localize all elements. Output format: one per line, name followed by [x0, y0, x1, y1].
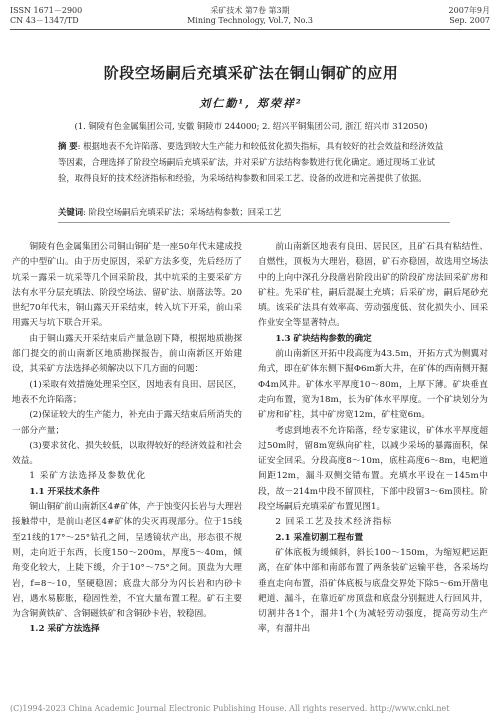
list-item: (1)采取有效措施处理采空区，因地表有良田、居民区，地表不允许陷落；	[12, 379, 242, 405]
keywords-text: : 阶段空场嗣后充填采矿法；采场结构参数；回采工艺	[83, 207, 282, 217]
cnki-footer: (C)1994-2023 China Academic Journal Electronic Publishing House. All rights reserved. http://www.cnki.net	[10, 704, 450, 713]
issn: ISSN 1671－2900	[10, 6, 83, 15]
issue-date-cn: 2007年9月	[448, 6, 490, 15]
keywords-label: 关键词	[58, 207, 84, 217]
abstract-text: : 根据地表不允许陷落、要选到较大生产能力和较低贫化损失指标，具有较好的社会效益和经济效益等因素，合理选择了阶段空场嗣后充填采矿法，并对采矿方法结构参数进行优化确定。通过现场工业试验，取得良好的技术经济指标和经验，为采场结构参数和回采工艺、设备的改进和完善提供了依据。	[58, 141, 444, 183]
keywords	[58, 206, 450, 218]
subsection-heading: 1.2 采矿方法选择	[29, 624, 100, 635]
issue-date-en: Sep. 2007	[449, 16, 490, 25]
paragraph: 铜陵有色金属集团公司铜山铜矿是一座50年代末建成投产的中型矿山。由于历史原因，采矿方法多变，先后经历了坑采－露采－坑采等几个回采阶段，其中坑采的主要采矿方法有水平分层充填法、阶段空场法、留矿法、崩落法等。20世纪70年代末，铜山露天开采结束，转入坑下开采，前山采用露天与坑下联合开采。	[12, 242, 242, 329]
paragraph: 矿体底板为缓倾斜，斜长100～150m，为缩短耙运距离，在矿体中部和南部布置了两条装矿运输平巷，各采场均垂直走向布置，沿矿体底板与底盘交界处下除5～6m开凿电耙道、漏斗，在靠近矿房顶盘和底盘分别掘进人行回风井，切割井各1个，溜井1个(为减轻劳动强度，提高劳动生产率，有溜井出	[258, 547, 488, 635]
journal-name-cn: 采矿技术 第7卷 第3期	[210, 6, 290, 15]
subsection-heading: 1.3 矿块结构参数的确定	[275, 333, 372, 344]
list-item: (2)保证较大的生产能力，补充由于露天结束后所消失的一部分产量；	[12, 410, 242, 436]
journal-name-block	[170, 6, 330, 26]
paragraph: 由于铜山露天开采结束后产量急剧下降，根据地质勘探部门提交的前山南新区地质勘探报告，前山南新区开始建设，其采矿方法选择必须解决以下几方面的问题：	[12, 333, 242, 375]
paragraph: 前山南新区地表有良田、居民区，且矿石具有粘结性、自燃性，顶板为大理岩，稳固，矿石亦稳固，故选用空场法中的上向中深孔分段凿岩阶段出矿的阶段矿房法回采矿房和矿柱。先采矿柱，嗣后混凝土充填；后采矿房，嗣后尾砂充填。该采矿法具有效率高、劳动强度低、贫化损失小、回采作业安全等显著特点。	[258, 242, 488, 329]
paper-title: 阶段空场嗣后充填采矿法在铜山铜矿的应用	[103, 64, 399, 82]
journal-name-en: Mining Technology, Vol.7, No.3	[187, 16, 313, 25]
author-affiliation: (1. 铜陵有色金属集团公司, 安徽 铜陵市 244000; 2. 绍兴平铜集团公司, 浙江 绍兴市 312050)	[74, 121, 428, 131]
header-rule	[10, 29, 490, 30]
abstract-rule	[58, 222, 450, 223]
paragraph: 前山南新区开拓中段高度为43.5m，开拓方式为侧翼对角式，即在矿体东侧下掘Φ6m新大井，在矿体的西南侧开掘Φ4m风井。矿体水平厚度10～80m，上厚下薄。矿块垂直走向布置，宽为18m，长为矿体水平厚度。一个矿块划分为矿房和矿柱，其中矿房宽12m，矿柱宽6m。	[258, 349, 488, 421]
abstract-label: 摘 要	[58, 141, 78, 151]
section-heading: 1 采矿方法选择及参数优化	[29, 471, 147, 482]
paragraph: 考虑到地表不允许陷落，经专家建议，矿体水平厚度超过50m时，留8m宽纵向矿柱，以减少采场的暴露面积，保证安全回采。分段高度8～10m，底柱高度6～8m，电耙道间距12m，漏斗双侧交错布置。充填水平设在－145m中段，故－214m中段不留顶柱，下部中段留3～6m顶柱。阶段空场嗣后充填采矿布置见图1。	[258, 425, 488, 513]
section-heading: 2 回采工艺及技术经济指标	[275, 517, 393, 528]
paper-authors: 刘仁勤¹, 郑荣祥²	[199, 97, 303, 110]
paragraph: 铜山铜矿前山南新区4#矿体，产于蚀变闪长岩与大理岩接触带中，是前山老区4#矿体的尖灭再现部分。位于15线至21线的17°～25°钻孔之间，呈透镜状产出，形态很不规则，走向近于东西，长度150～200m，厚度5～40m，倾角变化较大，上陡下缓，介于10°～75°之间。顶盘为大理岩，f=8～10，坚硬稳固；底盘大部分为闪长岩和内砂卡岩，遇水易膨胀，稳固性差，不宜大量布置工程。矿石主要为含铜黄铁矿、含铜磁铁矿和含铜砂卡岩，较稳固。	[12, 502, 243, 620]
journal-issn-block	[10, 6, 82, 26]
subsection-heading: 1.1 开采技术条件	[29, 486, 100, 497]
subsection-heading: 2.1 采准切割工程布置	[275, 532, 364, 543]
cn-number: CN 43－1347/TD	[10, 16, 79, 25]
issue-date-block	[449, 6, 490, 26]
list-item: (3)要求贫化、损失较低，以取得较好的经济效益和社会效益。	[12, 440, 242, 467]
abstract	[58, 138, 450, 186]
body-column-left	[12, 240, 242, 638]
body-column-right	[258, 240, 488, 638]
